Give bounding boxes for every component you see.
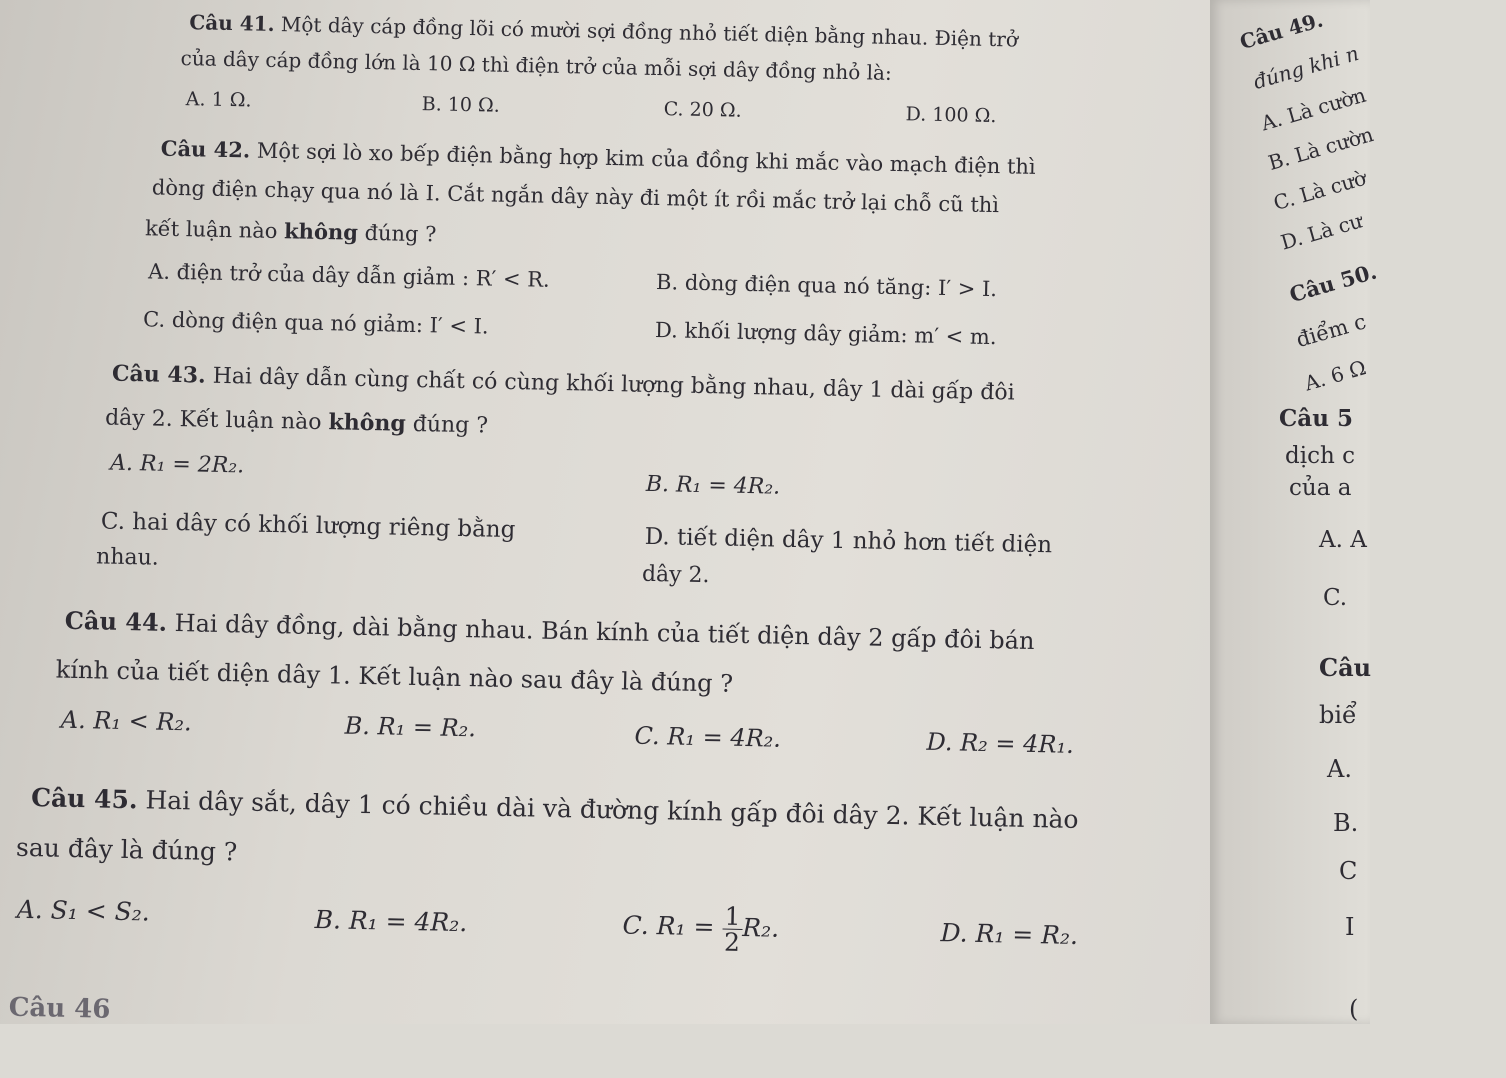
right-line: Câu bbox=[1319, 653, 1372, 682]
q43-stem-line2 bbox=[105, 405, 488, 439]
q43-stem-text1: Hai dây dẫn cùng chất có cùng khối lượng bằng nhau, dây 1 dài gấp đôi bbox=[212, 363, 1015, 406]
right-line: D. Là cư bbox=[1277, 208, 1366, 255]
q42-option-b: B. dòng điện qua nó tăng: I′ > I. bbox=[655, 270, 998, 302]
q43-stem-line1 bbox=[112, 361, 1015, 406]
right-page-flat-text bbox=[1275, 405, 1375, 1025]
q43-stem2-part1: dây 2. Kết luận nào bbox=[104, 405, 329, 436]
q42-stem3-part1: kết luận nào bbox=[144, 216, 285, 244]
right-line: I bbox=[1345, 913, 1355, 941]
right-line: điểm c bbox=[1293, 309, 1369, 353]
q45-stem-text1: Hai dây sắt, dây 1 có chiều dài và đường kính gấp đôi dây 2. Kết luận nào bbox=[145, 785, 1079, 834]
q45-option-a: A. S₁ < S₂. bbox=[16, 894, 151, 927]
right-line: B. Là cườn bbox=[1265, 122, 1376, 175]
fraction-denominator: 2 bbox=[723, 927, 741, 957]
q44-option-b: B. R₁ = R₂. bbox=[344, 711, 477, 743]
right-line: A. bbox=[1327, 755, 1352, 783]
right-line: B. bbox=[1333, 809, 1359, 837]
q45-option-c-prefix: C. R₁ = bbox=[622, 910, 723, 942]
right-line: biể bbox=[1319, 701, 1357, 729]
q42-option-c: C. dòng điện qua nó giảm: I′ < I. bbox=[142, 307, 489, 339]
q41-stem-text1: Một dây cáp đồng lõi có mười sợi đồng nhỏ tiết diện bằng nhau. Điện trở bbox=[280, 12, 1019, 52]
right-line: A. A bbox=[1319, 527, 1367, 553]
q42-option-a: A. điện trở của dây dẫn giảm : R′ < R. bbox=[147, 259, 550, 292]
q42-stem3-part3: đúng ? bbox=[357, 220, 437, 247]
q41-option-d: D. 100 Ω. bbox=[905, 103, 997, 128]
q43-stem2-part3: đúng ? bbox=[405, 411, 489, 439]
q43-option-a: A. R₁ = 2R₂. bbox=[109, 450, 245, 479]
q45-stem-line1 bbox=[31, 783, 1079, 834]
q42-stem-line2: dòng điện chạy qua nó là I. Cắt ngắn dây này đi một ít rồi mắc trở lại chỗ cũ thì bbox=[151, 175, 1000, 218]
q45-option-c-suffix: R₂. bbox=[742, 912, 780, 943]
q45-option-b: B. R₁ = 4R₂. bbox=[314, 905, 468, 938]
q45-label: Câu 45. bbox=[30, 783, 138, 815]
q44-label: Câu 44. bbox=[64, 605, 168, 637]
q42-stem-text1: Một sợi lò xo bếp điện bằng hợp kim của đồng khi mắc vào mạch điện thì bbox=[256, 138, 1036, 179]
q41-label: Câu 41. bbox=[189, 10, 275, 36]
q41-option-b: B. 10 Ω. bbox=[421, 93, 501, 117]
q46-partial-label: Câu 46 bbox=[8, 992, 111, 1025]
q43-option-c-line2: nhau. bbox=[95, 544, 160, 571]
q45-stem-line2: sau đây là đúng ? bbox=[15, 832, 238, 867]
right-line: Câu 50. bbox=[1286, 258, 1380, 308]
q44-stem-text1: Hai dây đồng, dài bằng nhau. Bán kính của tiết diện dây 2 gấp đôi bán bbox=[174, 609, 1035, 656]
right-line: A. 6 Ω bbox=[1301, 355, 1369, 396]
right-line: C bbox=[1339, 857, 1358, 885]
q45-option-c-fraction bbox=[722, 901, 743, 957]
right-line: Câu 49. bbox=[1237, 7, 1326, 55]
q44-stem-line1 bbox=[65, 606, 1035, 655]
q41-option-a: A. 1 Ω. bbox=[185, 88, 252, 112]
fraction-numerator: 1 bbox=[724, 901, 741, 931]
q43-emphasis-khong: không bbox=[328, 409, 407, 437]
q42-stem-line1 bbox=[161, 136, 1036, 179]
q43-option-d-line1: D. tiết diện dây 1 nhỏ hơn tiết diện bbox=[644, 523, 1053, 559]
q45-option-d: D. R₁ = R₂. bbox=[940, 918, 1079, 950]
right-line: Câu 5 bbox=[1279, 405, 1353, 432]
q41-stem-line2: của dây cáp đồng lớn là 10 Ω thì điện trở của mỗi sợi dây đồng nhỏ là: bbox=[180, 46, 892, 85]
q42-label: Câu 42. bbox=[160, 135, 251, 163]
right-line: dịch c bbox=[1285, 443, 1355, 469]
right-line: ( bbox=[1349, 995, 1359, 1023]
q44-option-d: D. R₂ = 4R₁. bbox=[926, 727, 1075, 759]
q43-option-d-line2: dây 2. bbox=[641, 561, 710, 589]
q42-stem-line3 bbox=[145, 215, 437, 246]
q41-option-c: C. 20 Ω. bbox=[663, 98, 742, 122]
q42-option-d: D. khối lượng dây giảm: m′ < m. bbox=[654, 318, 997, 350]
q44-option-c: C. R₁ = 4R₂. bbox=[634, 721, 782, 753]
right-line: đúng khi n bbox=[1250, 40, 1362, 94]
right-line: A. Là cườn bbox=[1258, 82, 1369, 136]
right-line: của a bbox=[1289, 475, 1352, 501]
q44-stem-line2: kính của tiết diện dây 1. Kết luận nào sau đây là đúng ? bbox=[55, 655, 734, 698]
q43-label: Câu 43. bbox=[111, 360, 206, 389]
right-line: C. bbox=[1323, 585, 1348, 611]
q41-stem-line1 bbox=[189, 10, 1018, 51]
q43-option-c-line1: C. hai dây có khối lượng riêng bằng bbox=[100, 508, 516, 544]
right-line: C. Là cườ bbox=[1270, 165, 1369, 216]
q45-option-c bbox=[622, 901, 780, 955]
q42-emphasis-khong: không bbox=[283, 218, 359, 245]
q44-option-a: A. R₁ < R₂. bbox=[60, 705, 193, 737]
q43-option-b: B. R₁ = 4R₂. bbox=[645, 471, 781, 500]
